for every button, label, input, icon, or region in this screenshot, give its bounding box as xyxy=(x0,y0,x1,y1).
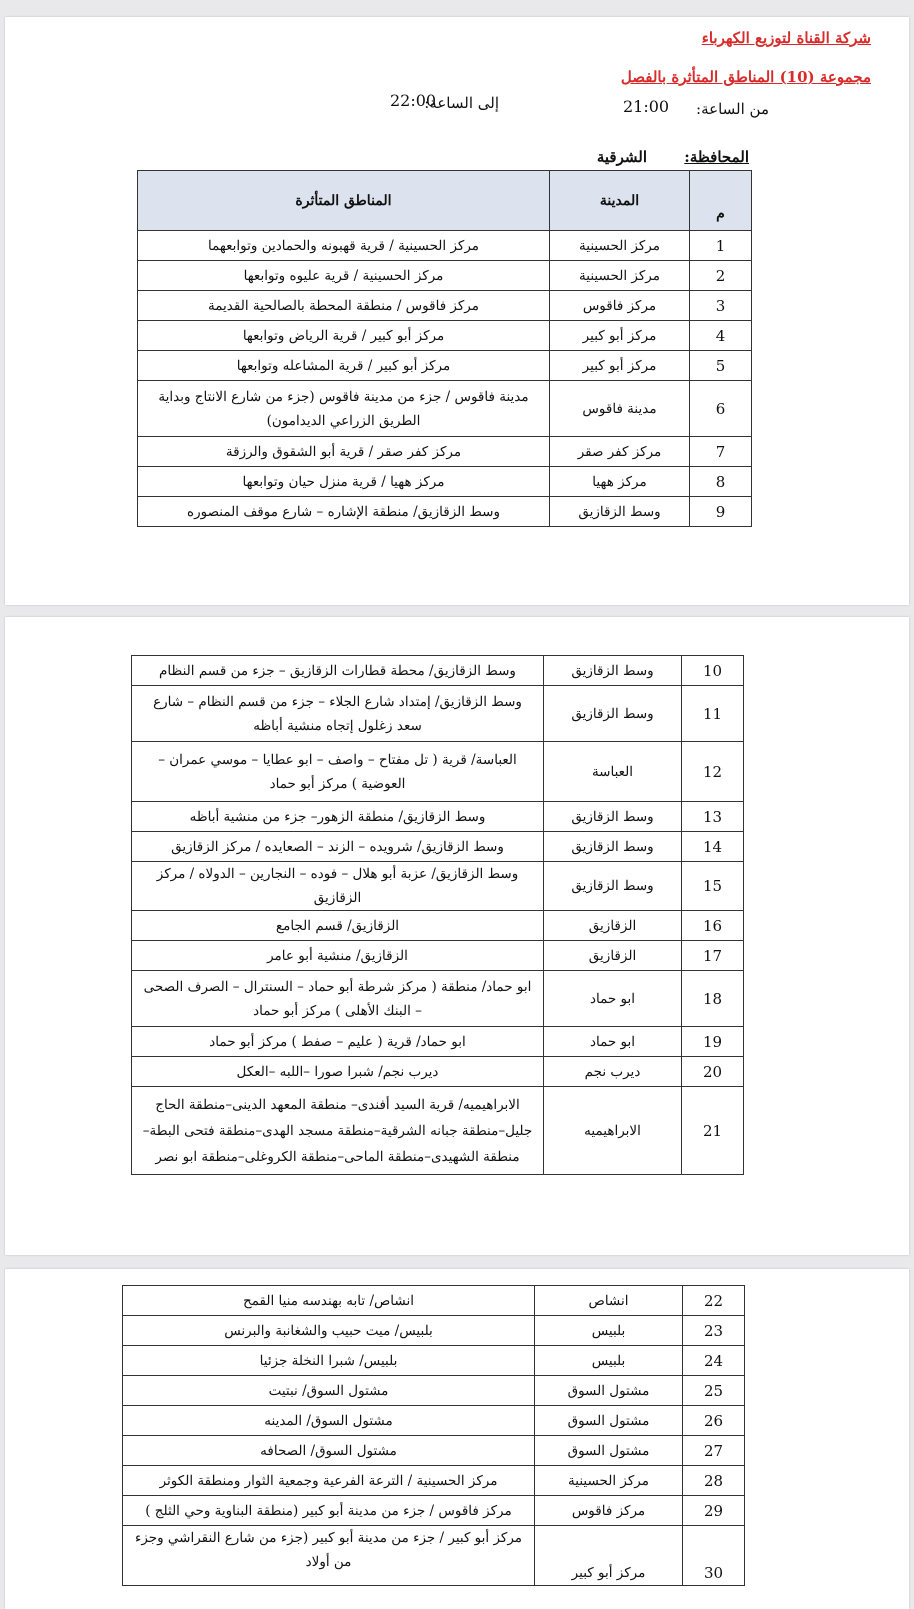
row-number: 4 xyxy=(690,321,752,351)
table-row xyxy=(123,1316,745,1346)
affected-areas-table-part-1 xyxy=(137,170,752,527)
row-areas: مركز الحسينية / قرية قهبونه والحمادين وتوابعهما xyxy=(138,231,550,261)
row-city: الزقازيق xyxy=(544,941,682,971)
row-areas: مركز الحسينية / قرية عليوه وتوابعها xyxy=(138,261,550,291)
row-number: 16 xyxy=(682,911,744,941)
from-label: من الساعة: xyxy=(696,100,769,118)
row-city: وسط الزقازيق xyxy=(544,686,682,742)
table-row xyxy=(132,911,744,941)
row-city: الابراهيميه xyxy=(544,1087,682,1175)
table-row xyxy=(132,742,744,802)
row-areas: مشتول السوق/ المدينه xyxy=(123,1406,535,1436)
row-city: وسط الزقازيق xyxy=(544,862,682,911)
row-city: وسط الزقازيق xyxy=(544,656,682,686)
table-row xyxy=(138,261,752,291)
table-row xyxy=(138,321,752,351)
row-city: وسط الزقازيق xyxy=(544,802,682,832)
document-page-3 xyxy=(5,1269,909,1609)
row-areas: وسط الزقازيق/ شرويده – الزند – الصعايده / مركز الزقازيق xyxy=(132,832,544,862)
header-city: المدينة xyxy=(550,171,690,231)
table-row xyxy=(132,971,744,1027)
row-areas: مركز فاقوس / منطقة المحطة بالصالحية القديمة xyxy=(138,291,550,321)
row-city: مشتول السوق xyxy=(535,1376,683,1406)
row-number: 28 xyxy=(683,1466,745,1496)
row-number: 18 xyxy=(682,971,744,1027)
table-row xyxy=(138,437,752,467)
row-areas: مركز الحسينية / الترعة الفرعية وجمعية الثوار ومنطقة الكوثر xyxy=(123,1466,535,1496)
row-number: 7 xyxy=(690,437,752,467)
row-areas: مركز كفر صقر / قرية أبو الشقوق والرزقة xyxy=(138,437,550,467)
row-number: 21 xyxy=(682,1087,744,1175)
table-row xyxy=(138,381,752,437)
row-city: وسط الزقازيق xyxy=(544,832,682,862)
group-title: مجموعة (10) المناطق المتأثرة بالفصل xyxy=(620,68,871,86)
row-areas: مدينة فاقوس / جزء من مدينة فاقوس (جزء من شارع الانتاج وبداية الطريق الزراعي الديدامون) xyxy=(138,381,550,437)
document-page-2 xyxy=(5,617,909,1255)
table-row xyxy=(123,1496,745,1526)
row-areas: الزقازيق/ قسم الجامع xyxy=(132,911,544,941)
row-areas: مركز أبو كبير / جزء من مدينة أبو كبير (جزء من شارع النقراشي وجزء من أولاد xyxy=(123,1526,535,1586)
affected-areas-table-part-3 xyxy=(122,1285,745,1586)
affected-areas-table-part-2 xyxy=(131,655,744,1175)
row-number: 17 xyxy=(682,941,744,971)
row-number: 30 xyxy=(683,1526,745,1586)
row-city: مركز كفر صقر xyxy=(550,437,690,467)
table-row xyxy=(138,231,752,261)
row-areas: مركز ههيا / قرية منزل حيان وتوابعها xyxy=(138,467,550,497)
governorate-value: الشرقية xyxy=(596,148,647,166)
header-areas: المناطق المتأثرة xyxy=(138,171,550,231)
row-city: ديرب نجم xyxy=(544,1057,682,1087)
row-number: 29 xyxy=(683,1496,745,1526)
to-time: 22:00 xyxy=(390,91,437,110)
row-areas: وسط الزقازيق/ منطقة الزهور– جزء من منشية أباظه xyxy=(132,802,544,832)
governorate-label: المحافظة: xyxy=(684,148,749,166)
row-city: مركز الحسينية xyxy=(550,261,690,291)
table-row xyxy=(132,686,744,742)
row-areas: مركز أبو كبير / قرية المشاعله وتوابعها xyxy=(138,351,550,381)
row-city: ابو حماد xyxy=(544,1027,682,1057)
table-row xyxy=(138,497,752,527)
row-areas: بلبيس/ شبرا النخلة جزئيا xyxy=(123,1346,535,1376)
row-city: انشاص xyxy=(535,1286,683,1316)
table-row xyxy=(123,1346,745,1376)
row-areas: ابو حماد/ قرية ( عليم – صفط ) مركز أبو حماد xyxy=(132,1027,544,1057)
row-number: 8 xyxy=(690,467,752,497)
to-label: إلى الساعة: xyxy=(424,94,499,112)
row-city: مركز فاقوس xyxy=(535,1496,683,1526)
row-number: 13 xyxy=(682,802,744,832)
row-areas: وسط الزقازيق/ عزبة أبو هلال – فوده – النجارين – الدولاه / مركز الزقازيق xyxy=(132,862,544,911)
row-city: مركز أبو كبير xyxy=(535,1526,683,1586)
row-areas: ابو حماد/ منطقة ( مركز شرطة أبو حماد – السنترال – الصرف الصحى – البنك الأهلى ) مركز أبو حماد xyxy=(132,971,544,1027)
table-row xyxy=(132,941,744,971)
row-number: 9 xyxy=(690,497,752,527)
table-header-row xyxy=(138,171,752,231)
row-city: الزقازيق xyxy=(544,911,682,941)
row-areas: مشتول السوق/ الصحافه xyxy=(123,1436,535,1466)
row-city: مشتول السوق xyxy=(535,1406,683,1436)
row-number: 14 xyxy=(682,832,744,862)
table-row xyxy=(132,1027,744,1057)
row-areas: وسط الزقازيق/ إمتداد شارع الجلاء – جزء من قسم النظام – شارع سعد زغلول إتجاه منشية أباظه xyxy=(132,686,544,742)
row-number: 26 xyxy=(683,1406,745,1436)
row-number: 2 xyxy=(690,261,752,291)
row-city: مركز ههيا xyxy=(550,467,690,497)
table-row xyxy=(138,351,752,381)
row-city: وسط الزقازيق xyxy=(550,497,690,527)
row-areas: مشتول السوق/ نبتيت xyxy=(123,1376,535,1406)
row-city: مركز أبو كبير xyxy=(550,321,690,351)
row-number: 6 xyxy=(690,381,752,437)
row-number: 27 xyxy=(683,1436,745,1466)
row-areas: بلبيس/ ميت حبيب والشغانبة والبرنس xyxy=(123,1316,535,1346)
row-areas: العباسة/ قرية ( تل مفتاح – واصف – ابو عطايا – موسي عمران – العوضية ) مركز أبو حماد xyxy=(132,742,544,802)
row-number: 22 xyxy=(683,1286,745,1316)
table-row xyxy=(123,1466,745,1496)
row-areas: وسط الزقازيق/ منطقة الإشاره – شارع موقف المنصوره xyxy=(138,497,550,527)
document-page-1 xyxy=(5,17,909,605)
table-row xyxy=(132,802,744,832)
row-number: 5 xyxy=(690,351,752,381)
row-city: بلبيس xyxy=(535,1316,683,1346)
table-row xyxy=(123,1376,745,1406)
row-city: بلبيس xyxy=(535,1346,683,1376)
row-areas: ديرب نجم/ شبرا صورا –اللبه –العكل xyxy=(132,1057,544,1087)
row-number: 24 xyxy=(683,1346,745,1376)
table-row xyxy=(138,467,752,497)
row-number: 15 xyxy=(682,862,744,911)
row-number: 19 xyxy=(682,1027,744,1057)
row-number: 11 xyxy=(682,686,744,742)
table-row xyxy=(132,862,744,911)
row-areas: مركز أبو كبير / قرية الرياض وتوابعها xyxy=(138,321,550,351)
company-name: شركة القناة لتوزيع الكهرباء xyxy=(701,29,871,47)
row-areas: الابراهيميه/ قرية السيد أفندى– منطقة المعهد الدينى–منطقة الحاج جليل–منطقة جبانه الشرقية–منطقة مسجد الهدى–منطقة فتحى البطة–منطقة الشهيدى–منطقة الماحى–منطقة الكروغلى–منطقة ابو نصر xyxy=(132,1087,544,1175)
row-number: 1 xyxy=(690,231,752,261)
table-row xyxy=(132,1087,744,1175)
row-city: مدينة فاقوس xyxy=(550,381,690,437)
header-num: م xyxy=(690,171,752,231)
table-row xyxy=(132,1057,744,1087)
row-city: مركز أبو كبير xyxy=(550,351,690,381)
row-areas: مركز فاقوس / جزء من مدينة أبو كبير (منطقة البناوية وحي الثلج ) xyxy=(123,1496,535,1526)
table-row xyxy=(123,1406,745,1436)
from-time: 21:00 xyxy=(623,97,670,116)
row-number: 23 xyxy=(683,1316,745,1346)
row-areas: الزقازيق/ منشية أبو عامر xyxy=(132,941,544,971)
row-number: 20 xyxy=(682,1057,744,1087)
row-number: 10 xyxy=(682,656,744,686)
row-number: 25 xyxy=(683,1376,745,1406)
table-row xyxy=(123,1526,745,1586)
row-city: مركز الحسينية xyxy=(535,1466,683,1496)
row-number: 12 xyxy=(682,742,744,802)
row-city: ابو حماد xyxy=(544,971,682,1027)
row-city: مركز فاقوس xyxy=(550,291,690,321)
row-city: مشتول السوق xyxy=(535,1436,683,1466)
table-row xyxy=(138,291,752,321)
row-city: العباسة xyxy=(544,742,682,802)
table-row xyxy=(132,832,744,862)
row-city: مركز الحسينية xyxy=(550,231,690,261)
row-number: 3 xyxy=(690,291,752,321)
table-row xyxy=(123,1286,745,1316)
row-areas: وسط الزقازيق/ محطة قطارات الزقازيق – جزء من قسم النظام xyxy=(132,656,544,686)
table-row xyxy=(123,1436,745,1466)
row-areas: انشاص/ تابه بهندسه منيا القمح xyxy=(123,1286,535,1316)
table-row xyxy=(132,656,744,686)
